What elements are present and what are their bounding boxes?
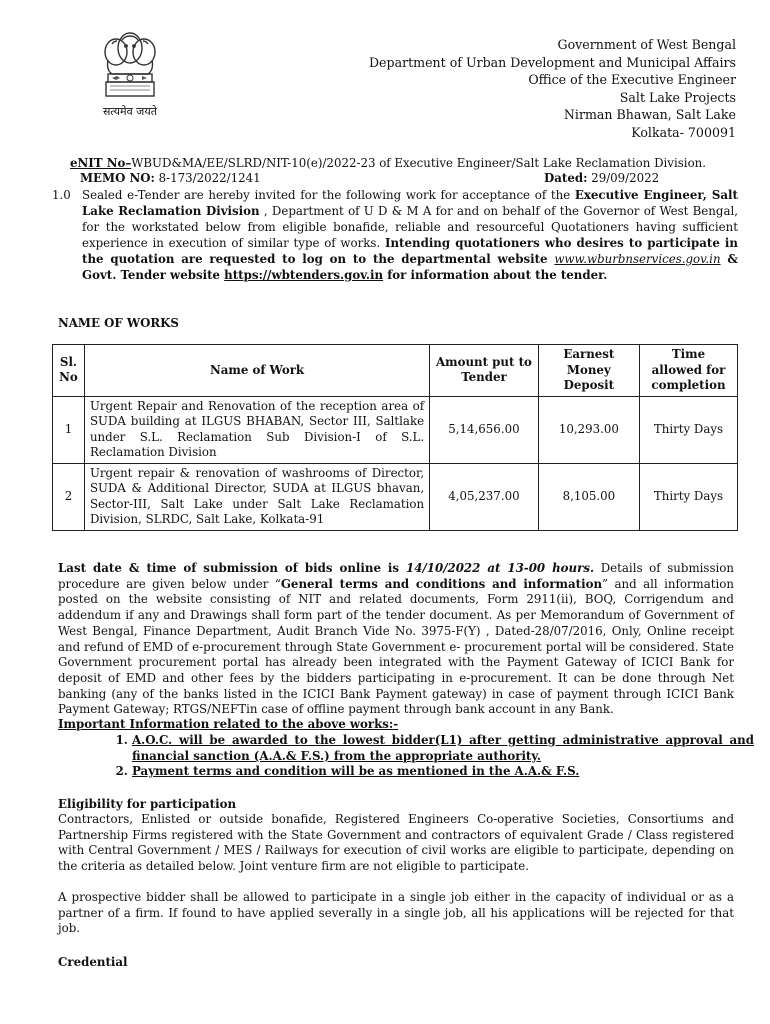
section-number: 1.0 xyxy=(52,188,71,202)
submission-text-1: Details of submission procedure are given below under “ xyxy=(58,561,734,591)
eligibility-heading: Eligibility for participation xyxy=(58,797,237,811)
ashoka-lion-emblem-icon xyxy=(88,30,172,106)
eligibility-text: Contractors, Enlisted or outside bonafide, Registered Engineers Co-operative Societies, Consortiums and Partnership Firms registered with the State Government and contractors of equivalent Grade / Class registered with Central Government / MES / Railways for execution of civil works are eligible to participate, depending on the criteria as detailed below. Joint venture firm are not eligible to participate. xyxy=(58,812,734,874)
department-line: Department of Urban Development and Municipal Affairs xyxy=(368,54,736,70)
submission-paragraph xyxy=(58,561,734,718)
header-emd: Earnest Money Deposit xyxy=(538,345,639,397)
submission-text-2: ” and all information posted on the website consisting of NIT and related documents, Form 2911(ii), BOQ, Corrigendum and addendum if any and Drawings shall form part of the tender document. As per Memorandum of Government of West Bengal, Finance Department, Audit Branch Vide No. 3975-F(Y) , Dated-28/07/2016, Only, Online receipt and refund of EMD of e-procurement through State Government e- procurement portal will be considered. State Government procurement portal has already been integrated with the Payment Gateway of ICICI Bank for deposit of EMD and other fees by the bidders participating in e-procurement. It can be done through Net banking (any of the banks listed in the ICICI Bank Payment gateway) in case of payment through ICICI Bank Payment Gateway; RTGS/NEFTin case of offline payment through bank account in any Bank. xyxy=(58,576,734,717)
row-amount: 4,05,237.00 xyxy=(430,463,539,530)
submission-deadline-label: Last date & time of submission of bids online is xyxy=(58,561,407,575)
table-header-row xyxy=(53,345,738,397)
intro-authority: Executive Engineer, Salt Lake Reclamation Division xyxy=(82,188,738,218)
memo-number: 8-173/2022/1241 xyxy=(154,171,261,185)
list-item: 2. Payment terms and condition will be as mentioned in the A.A.& F.S. xyxy=(132,764,754,780)
departmental-website-link[interactable]: www.wburbnservices.gov.in xyxy=(554,252,721,266)
intro-text-2: , Department of U D & M A for and on behalf of the Governor of West Bengal, for the workstated below from eligible bonafide, reliable and resourceful Quotationers having sufficient experience in execution of similar type of works. xyxy=(82,204,738,250)
row-work-name: Urgent Repair and Renovation of the reception area of SUDA building at ILGUS BHABAN, Sector III, Saltlake under S.L. Reclamation Sub Division-I of S.L. Reclamation Division xyxy=(84,396,429,463)
list-item: 1. A.O.C. will be awarded to the lowest bidder(L1) after getting administrative approval and financial sanction (A.A.& F.S.) from the appropriate authority. xyxy=(132,733,754,764)
dated-label: Dated: xyxy=(544,171,588,185)
government-line: Government of West Bengal xyxy=(557,37,736,52)
works-heading: NAME OF WORKS xyxy=(58,316,179,330)
row-sl: 1 xyxy=(53,396,85,463)
building-line: Nirman Bhawan, Salt Lake xyxy=(563,107,736,122)
works-table xyxy=(52,344,738,531)
general-terms-ref: General terms and conditions and information xyxy=(280,576,603,591)
govt-tender-website-link[interactable]: https://wbtenders.gov.in xyxy=(224,268,384,282)
intro-connector: & Govt. Tender website xyxy=(82,252,739,282)
row-sl: 2 xyxy=(53,463,85,530)
header-name-of-work: Name of Work xyxy=(84,345,429,397)
submission-deadline: 14/10/2022 at 13-00 hours. xyxy=(406,561,595,575)
credential-heading: Credential xyxy=(58,955,128,969)
header-time-allowed: Time allowed for completion xyxy=(639,345,737,397)
important-info-heading: Important Information related to the above works:- xyxy=(58,717,399,731)
memo-date xyxy=(544,171,659,185)
city-line: Kolkata- 700091 xyxy=(631,124,736,140)
table-row xyxy=(53,396,738,463)
row-emd: 10,293.00 xyxy=(538,396,639,463)
important-info-list xyxy=(112,733,754,780)
table-row xyxy=(53,463,738,530)
memo-line xyxy=(80,171,724,185)
enit-text: WBUD&MA/EE/SLRD/NIT-10(e)/2022-23 of Executive Engineer/Salt Lake Reclamation Division. xyxy=(131,156,707,170)
memo-label: MEMO NO: xyxy=(80,171,155,185)
row-amount: 5,14,656.00 xyxy=(430,396,539,463)
intro-instruction: Intending quotationers who desires to participate in the quotation are requested to log on to the departmental website xyxy=(82,236,738,266)
projects-line: Salt Lake Projects xyxy=(619,89,736,105)
intro-text-1: Sealed e-Tender are hereby invited for the following work for acceptance of the xyxy=(82,188,575,202)
header-sl-no: Sl. No xyxy=(53,345,85,397)
row-time: Thirty Days xyxy=(639,463,737,530)
enit-label: eNIT No– xyxy=(70,156,132,170)
row-time: Thirty Days xyxy=(639,396,737,463)
enit-reference xyxy=(70,156,706,170)
state-emblem xyxy=(88,30,172,122)
intro-paragraph xyxy=(52,187,738,283)
row-emd: 8,105.00 xyxy=(538,463,639,530)
office-line: Office of the Executive Engineer xyxy=(528,72,736,87)
emblem-motto: सत्यमेव जयते xyxy=(102,105,157,118)
intro-closing: for information about the tender. xyxy=(383,268,608,282)
prospective-bidder-text: A prospective bidder shall be allowed to participate in a single job either in the capacity of individual or as a partner of a firm. If found to have applied severally in a single job, all his applications will be rejected for that job. xyxy=(58,890,734,936)
header-amount: Amount put to Tender xyxy=(430,345,539,397)
office-address-block xyxy=(369,36,736,141)
dated-value: 29/09/2022 xyxy=(587,171,660,185)
row-work-name: Urgent repair & renovation of washrooms of Director, SUDA & Additional Director, SUDA at ILGUS bhavan, Sector-III, Salt Lake under Salt Lake Reclamation Division, SLRDC, Salt Lake, Kolkata-91 xyxy=(84,463,429,530)
